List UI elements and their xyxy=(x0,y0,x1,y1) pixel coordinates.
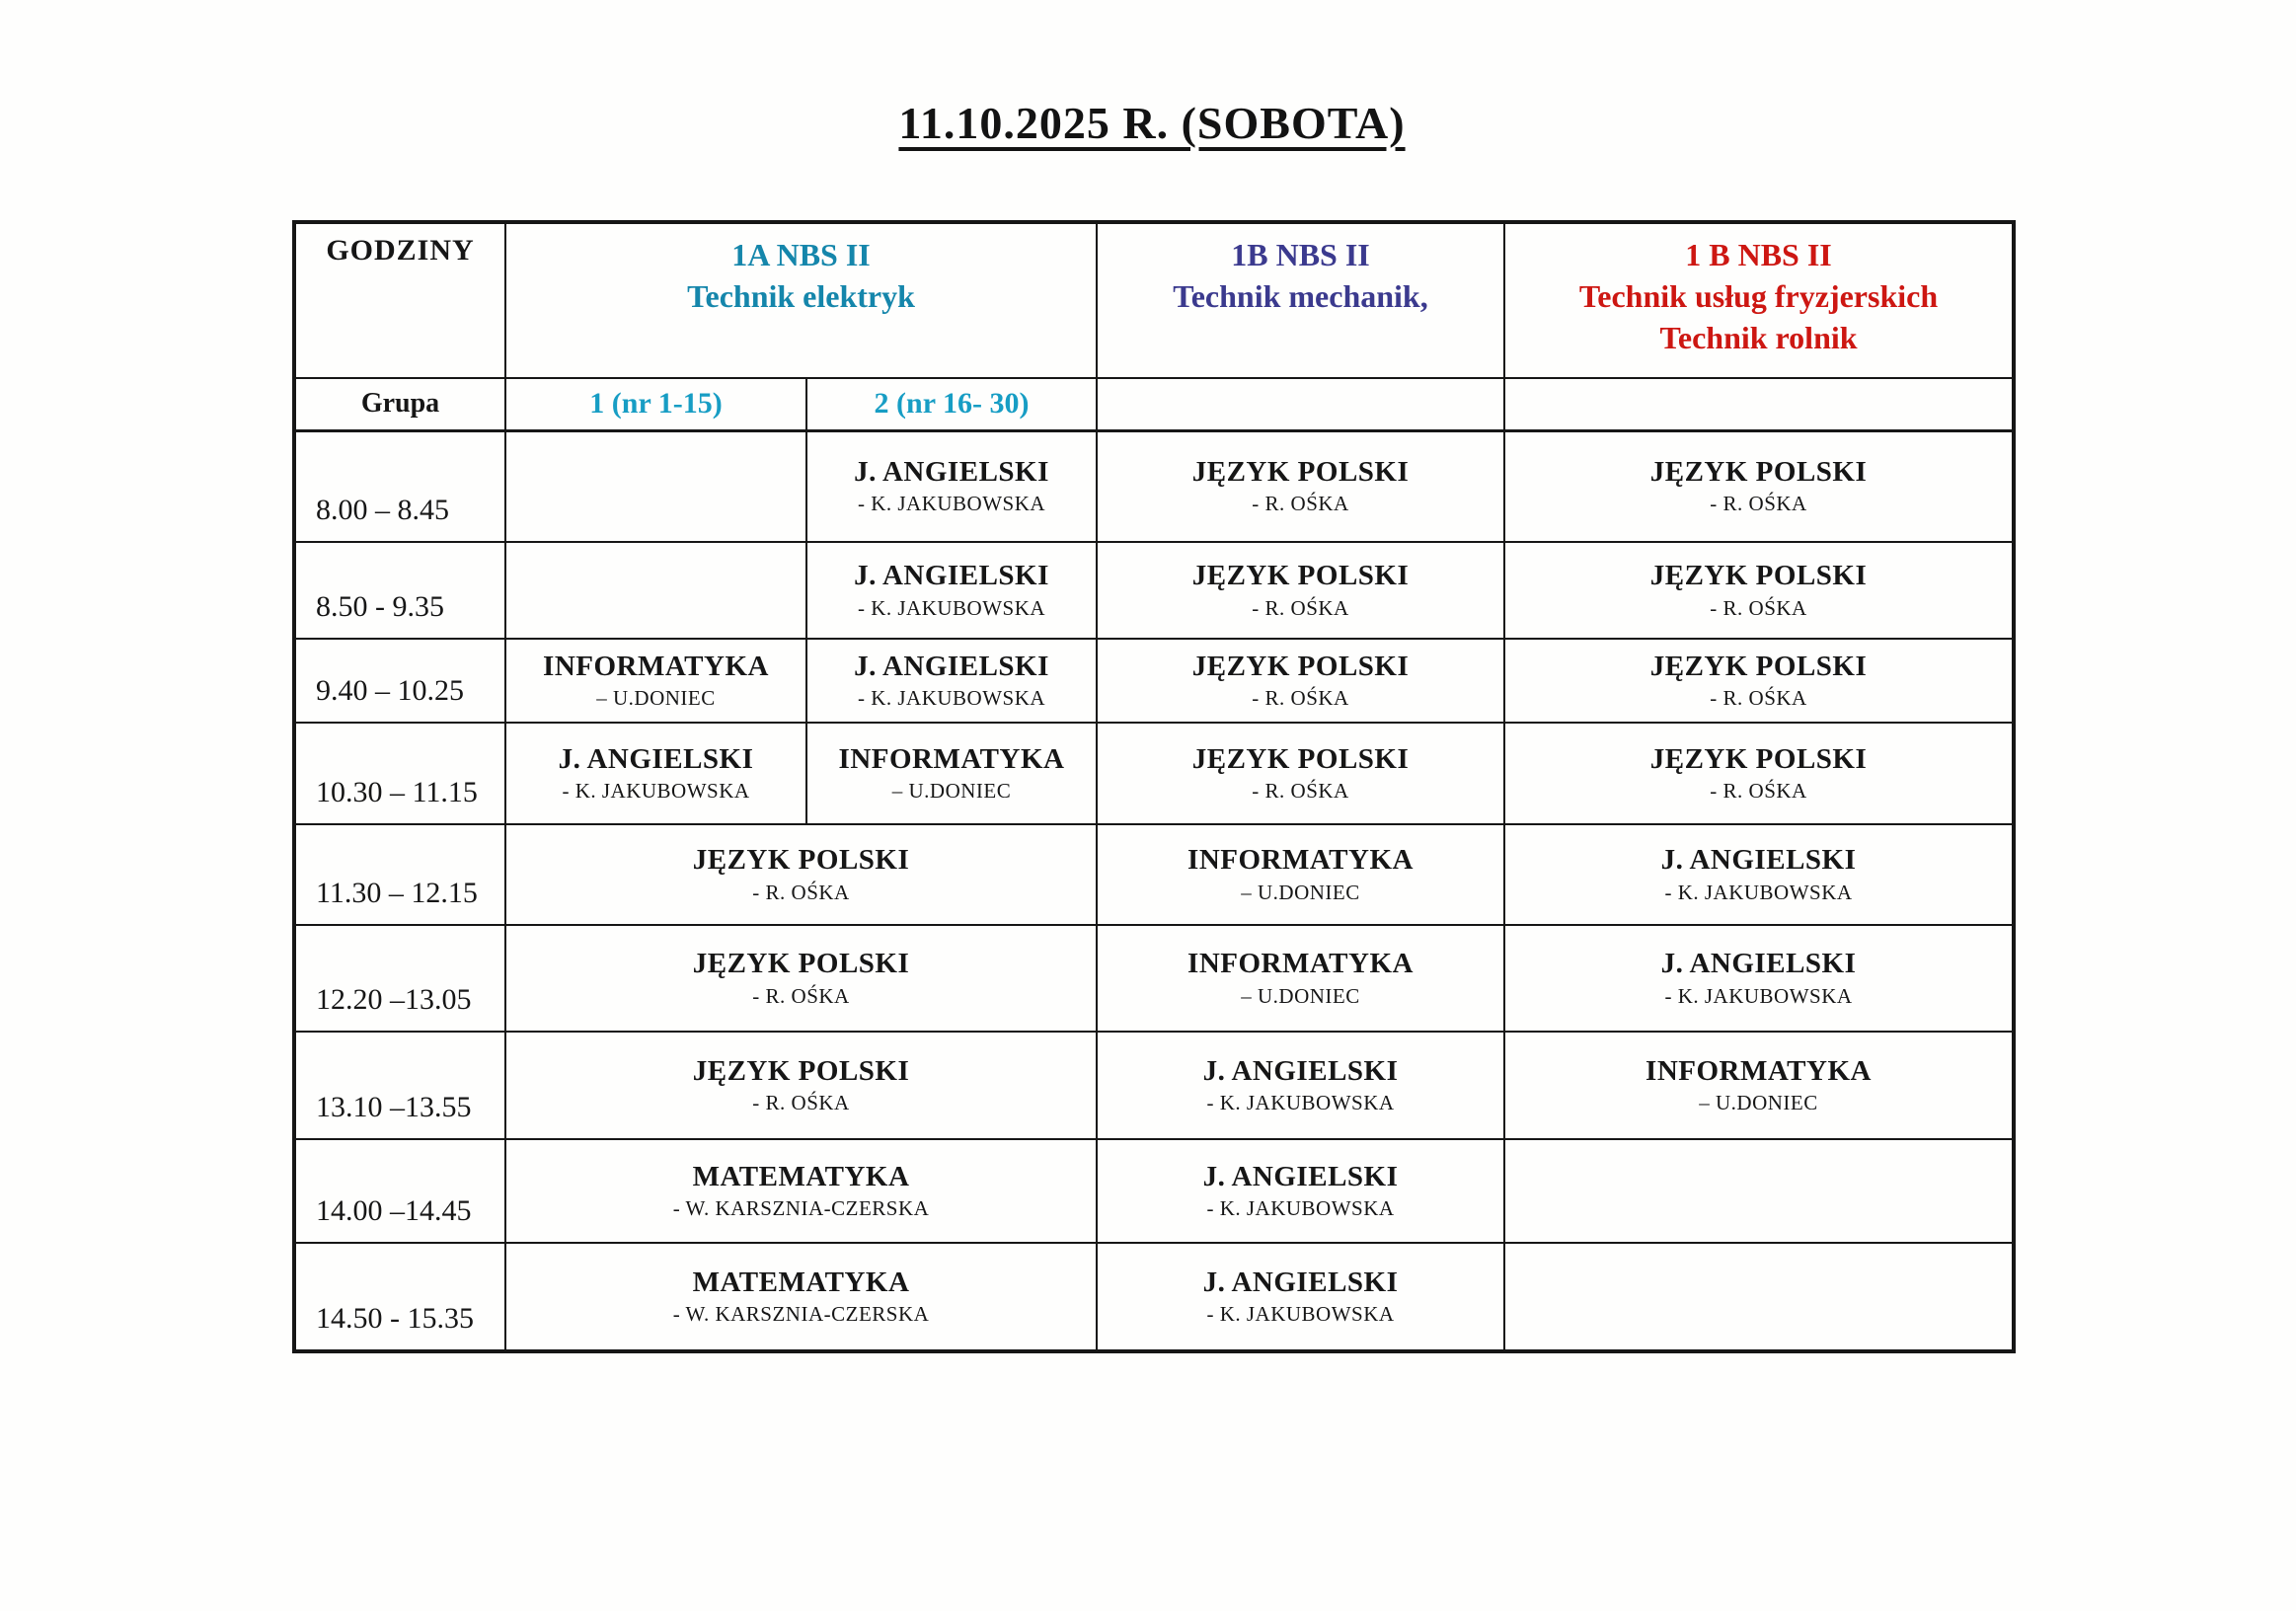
time-cell: 12.20 –13.05 xyxy=(294,925,505,1032)
class-header-line: 1A NBS II xyxy=(731,237,871,272)
lesson-cell xyxy=(1097,1139,1504,1243)
timetable-row xyxy=(294,1243,2014,1351)
lesson-subject: INFORMATYKA xyxy=(1187,844,1414,877)
timetable-body xyxy=(294,430,2014,1351)
lesson-cell xyxy=(1097,824,1504,925)
lesson-cell xyxy=(1097,925,1504,1032)
lesson-subject: MATEMATYKA xyxy=(692,1160,910,1192)
time-cell: 14.50 - 15.35 xyxy=(294,1243,505,1351)
lesson-cell xyxy=(1097,430,1504,542)
group-row-label: Grupa xyxy=(294,378,505,430)
class-header-line: 1B NBS II xyxy=(1231,237,1370,272)
empty-lesson-cell xyxy=(1504,1243,2014,1351)
lesson-subject: JĘZYK POLSKI xyxy=(1191,742,1410,775)
class-header-line: Technik rolnik xyxy=(1659,320,1858,356)
time-cell: 9.40 – 10.25 xyxy=(294,639,505,723)
lesson-teacher: – U.DONIEC xyxy=(891,779,1012,804)
class-header-line: 1 B NBS II xyxy=(1685,237,1832,272)
timetable-row xyxy=(294,430,2014,542)
group-row xyxy=(294,378,2014,430)
group-label-2: 2 (nr 16- 30) xyxy=(806,378,1097,430)
lesson-teacher: – U.DONIEC xyxy=(1241,983,1360,1008)
lesson-teacher: - K. JAKUBOWSKA xyxy=(1664,880,1853,904)
lesson-subject: J. ANGIELSKI xyxy=(854,650,1049,682)
lesson-teacher: - R. OŚKA xyxy=(1252,686,1349,711)
class-header-1b-mechanik xyxy=(1097,222,1504,378)
timetable-head xyxy=(294,222,2014,430)
lesson-subject: J. ANGIELSKI xyxy=(1202,1054,1399,1087)
class-header-line: Technik mechanik, xyxy=(1173,278,1428,315)
lesson-cell xyxy=(1504,1032,2014,1139)
lesson-cell xyxy=(1504,723,2014,824)
lesson-teacher: - R. OŚKA xyxy=(1710,779,1807,804)
lesson-cell xyxy=(505,639,806,723)
empty-lesson-cell xyxy=(505,430,806,542)
lesson-subject: JĘZYK POLSKI xyxy=(1649,650,1868,682)
lesson-teacher: - K. JAKUBOWSKA xyxy=(1206,1302,1395,1327)
lesson-teacher: - W. KARSZNIA-CZERSKA xyxy=(672,1196,930,1221)
lesson-teacher: - R. OŚKA xyxy=(1710,595,1807,620)
time-cell: 14.00 –14.45 xyxy=(294,1139,505,1243)
lesson-cell xyxy=(1504,639,2014,723)
lesson-cell xyxy=(1097,542,1504,639)
lesson-cell xyxy=(505,723,806,824)
lesson-teacher: - R. OŚKA xyxy=(752,1091,850,1115)
lesson-subject: JĘZYK POLSKI xyxy=(1191,560,1410,592)
lesson-subject: JĘZYK POLSKI xyxy=(1649,456,1868,489)
lesson-teacher: – U.DONIEC xyxy=(596,686,716,711)
lesson-cell xyxy=(1504,824,2014,925)
time-cell: 13.10 –13.55 xyxy=(294,1032,505,1139)
lesson-subject: INFORMATYKA xyxy=(1187,948,1414,980)
empty-cell xyxy=(1097,378,1504,430)
lesson-teacher: - W. KARSZNIA-CZERSKA xyxy=(672,1302,930,1327)
time-cell: 8.50 - 9.35 xyxy=(294,542,505,639)
time-cell: 10.30 – 11.15 xyxy=(294,723,505,824)
class-header-line: Technik elektryk xyxy=(687,278,915,315)
empty-lesson-cell xyxy=(1504,1139,2014,1243)
lesson-teacher: - K. JAKUBOWSKA xyxy=(857,595,1046,620)
lesson-teacher: - R. OŚKA xyxy=(1252,595,1349,620)
lesson-subject: J. ANGIELSKI xyxy=(558,742,754,775)
lesson-cell xyxy=(806,639,1097,723)
lesson-cell xyxy=(505,824,1097,925)
lesson-teacher: – U.DONIEC xyxy=(1699,1091,1818,1115)
lesson-teacher: - K. JAKUBOWSKA xyxy=(562,779,750,804)
lesson-teacher: - K. JAKUBOWSKA xyxy=(1206,1091,1395,1115)
lesson-teacher: - R. OŚKA xyxy=(1710,686,1807,711)
lesson-cell xyxy=(806,542,1097,639)
lesson-teacher: - R. OŚKA xyxy=(752,880,850,904)
empty-lesson-cell xyxy=(505,542,806,639)
lesson-cell xyxy=(505,925,1097,1032)
class-header-1b-fryzjer-rolnik xyxy=(1504,222,2014,378)
timetable-row xyxy=(294,925,2014,1032)
lesson-subject: JĘZYK POLSKI xyxy=(692,844,910,877)
lesson-cell xyxy=(505,1139,1097,1243)
lesson-cell xyxy=(1504,542,2014,639)
corner-header-godziny: GODZINY xyxy=(294,222,505,378)
timetable-row xyxy=(294,824,2014,925)
lesson-subject: J. ANGIELSKI xyxy=(854,560,1049,592)
lesson-cell xyxy=(1097,723,1504,824)
lesson-subject: JĘZYK POLSKI xyxy=(1191,650,1410,682)
class-header-1a-elektryk xyxy=(505,222,1097,378)
lesson-cell xyxy=(1504,430,2014,542)
lesson-subject: INFORMATYKA xyxy=(543,650,769,682)
lesson-subject: JĘZYK POLSKI xyxy=(1191,456,1410,489)
lesson-teacher: - R. OŚKA xyxy=(1252,492,1349,516)
lesson-cell xyxy=(505,1032,1097,1139)
lesson-cell xyxy=(1097,639,1504,723)
lesson-subject: JĘZYK POLSKI xyxy=(1649,742,1868,775)
lesson-subject: MATEMATYKA xyxy=(692,1266,910,1298)
lesson-cell xyxy=(505,1243,1097,1351)
timetable-row xyxy=(294,542,2014,639)
time-cell: 11.30 – 12.15 xyxy=(294,824,505,925)
lesson-subject: J. ANGIELSKI xyxy=(1202,1160,1399,1192)
lesson-teacher: - R. OŚKA xyxy=(752,983,850,1008)
lesson-cell xyxy=(806,723,1097,824)
lesson-teacher: - R. OŚKA xyxy=(1252,779,1349,804)
lesson-subject: J. ANGIELSKI xyxy=(1660,844,1857,877)
timetable-row xyxy=(294,723,2014,824)
lesson-subject: JĘZYK POLSKI xyxy=(1649,560,1868,592)
lesson-teacher: – U.DONIEC xyxy=(1241,880,1360,904)
empty-cell xyxy=(1504,378,2014,430)
group-label-1: 1 (nr 1-15) xyxy=(505,378,806,430)
lesson-subject: INFORMATYKA xyxy=(1645,1054,1872,1087)
lesson-cell xyxy=(1097,1032,1504,1139)
lesson-teacher: - K. JAKUBOWSKA xyxy=(1206,1196,1395,1221)
timetable-row xyxy=(294,639,2014,723)
lesson-cell xyxy=(1504,925,2014,1032)
lesson-teacher: - K. JAKUBOWSKA xyxy=(857,492,1046,516)
lesson-cell xyxy=(1097,1243,1504,1351)
timetable-row xyxy=(294,1139,2014,1243)
header-row xyxy=(294,222,2014,378)
lesson-subject: J. ANGIELSKI xyxy=(1202,1266,1399,1298)
lesson-subject: JĘZYK POLSKI xyxy=(692,1054,910,1087)
page-title: 11.10.2025 R. (SOBOTA) xyxy=(898,98,1406,148)
lesson-subject: INFORMATYKA xyxy=(838,742,1065,775)
timetable xyxy=(292,220,2016,1353)
document-body xyxy=(292,97,2012,1353)
lesson-subject: J. ANGIELSKI xyxy=(854,456,1049,489)
lesson-teacher: - R. OŚKA xyxy=(1710,492,1807,516)
timetable-row xyxy=(294,1032,2014,1139)
lesson-subject: JĘZYK POLSKI xyxy=(692,948,910,980)
lesson-teacher: - K. JAKUBOWSKA xyxy=(1664,983,1853,1008)
lesson-cell xyxy=(806,430,1097,542)
lesson-subject: J. ANGIELSKI xyxy=(1660,948,1857,980)
class-header-line: Technik usług fryzjerskich xyxy=(1578,278,1939,315)
time-cell: 8.00 – 8.45 xyxy=(294,430,505,542)
lesson-teacher: - K. JAKUBOWSKA xyxy=(857,686,1046,711)
